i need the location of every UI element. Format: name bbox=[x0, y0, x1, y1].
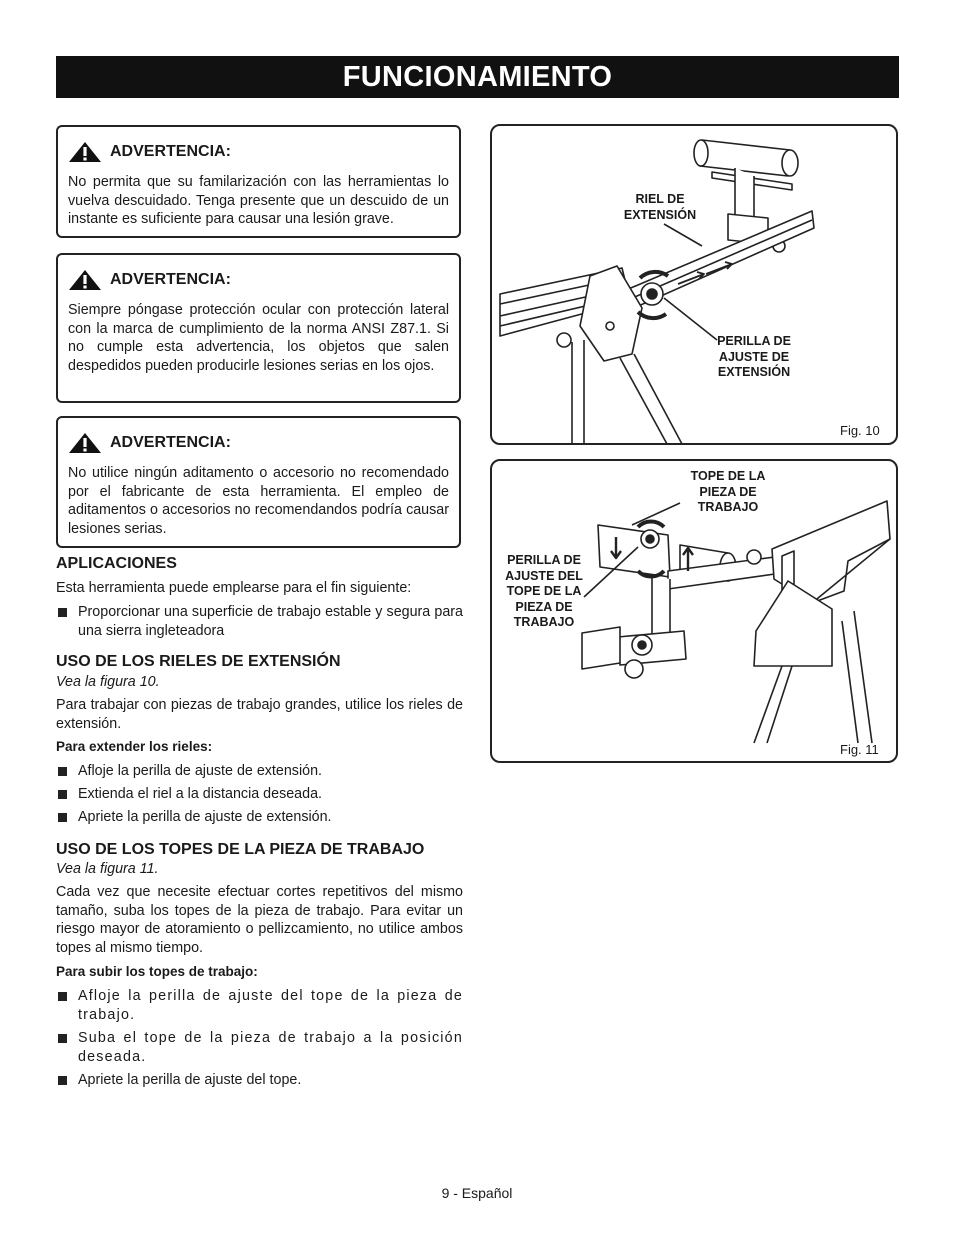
warning-title: ADVERTENCIA: bbox=[110, 271, 231, 288]
bullet-square-icon bbox=[58, 813, 67, 822]
warning-box-3 bbox=[56, 416, 461, 548]
figure-11 bbox=[490, 459, 898, 763]
bullet-square-icon bbox=[58, 608, 67, 617]
warning-triangle-icon bbox=[68, 432, 102, 454]
callout-tope-pieza: TOPE DE LA PIEZA DE TRABAJO bbox=[690, 469, 766, 514]
aplicaciones-intro: Esta herramienta puede emplearse para el fin siguiente: bbox=[56, 580, 412, 596]
page-title: FUNCIONAMIENTO bbox=[56, 56, 899, 98]
warning-triangle-icon bbox=[68, 141, 102, 163]
figure-10 bbox=[490, 124, 898, 445]
list-item: Afloje la perilla de ajuste de extensión. bbox=[56, 762, 463, 781]
section-heading-rieles: USO DE LOS RIELES DE EXTENSIÓN bbox=[56, 653, 341, 670]
rieles-subheading: Para extender los rieles: bbox=[56, 739, 213, 754]
bullet-square-icon bbox=[58, 1034, 67, 1043]
extension-rail-illustration bbox=[492, 126, 898, 445]
figure-reference: Vea la figura 10. bbox=[56, 674, 160, 690]
topes-subheading: Para subir los topes de trabajo: bbox=[56, 964, 258, 979]
warning-title: ADVERTENCIA: bbox=[110, 434, 231, 451]
warning-title: ADVERTENCIA: bbox=[110, 143, 231, 160]
list-item: Proporcionar una superficie de trabajo estable y segura para una sierra ingleteadora bbox=[56, 603, 463, 640]
figure-label: Fig. 11 bbox=[840, 742, 879, 757]
warning-triangle-icon bbox=[68, 269, 102, 291]
warning-text: Siempre póngase protección ocular con protección lateral con la marca de cumplimiento de la norma ANSI Z87.1. Si no cumple esta advertencia, los objetos que salen despedidos pueden producirle lesiones serias en los ojos. bbox=[68, 302, 449, 374]
warning-text: No utilice ningún aditamento o accesorio no recomendado por el fabricante de esta herramienta. El empleo de aditamentos o accesorios no recomendandos podría causar lesiones serias. bbox=[68, 465, 449, 537]
section-heading-topes: USO DE LOS TOPES DE LA PIEZA DE TRABAJO bbox=[56, 841, 425, 858]
list-item: Suba el tope de la pieza de trabajo a la posición deseada. bbox=[56, 1029, 463, 1066]
bullet-square-icon bbox=[58, 992, 67, 1001]
warning-box-1 bbox=[56, 125, 461, 238]
figure-label: Fig. 10 bbox=[840, 423, 880, 438]
section-heading-aplicaciones: APLICACIONES bbox=[56, 555, 177, 572]
warning-box-2 bbox=[56, 253, 461, 403]
list-item: Extienda el riel a la distancia deseada. bbox=[56, 785, 463, 804]
page-footer: 9 - Español bbox=[441, 1185, 513, 1201]
list-item: Afloje la perilla de ajuste del tope de la pieza de trabajo. bbox=[56, 987, 463, 1024]
rieles-text: Para trabajar con piezas de trabajo grandes, utilice los rieles de extensión. bbox=[56, 697, 463, 732]
bullet-square-icon bbox=[58, 790, 67, 799]
bullet-square-icon bbox=[58, 767, 67, 776]
callout-riel-extension: RIEL DE EXTENSIÓN bbox=[623, 192, 697, 222]
bullet-square-icon bbox=[58, 1076, 67, 1085]
figure-reference: Vea la figura 11. bbox=[56, 861, 159, 877]
callout-perilla-extension: PERILLA DE AJUSTE DE EXTENSIÓN bbox=[717, 334, 791, 379]
topes-text: Cada vez que necesite efectuar cortes repetitivos del mismo tamaño, suba los topes de la pieza de trabajo. Para evitar un riesgo mayor de atoramiento o pellizcamiento, no utilice ambos topes al mismo tiempo. bbox=[56, 884, 463, 956]
list-item: Apriete la perilla de ajuste del tope. bbox=[56, 1071, 463, 1090]
warning-text: No permita que su familarización con las herramientas lo vuelva descuidado. Tenga presente que un descuido de un instante es suficiente para causar una lesión grave. bbox=[68, 174, 449, 228]
list-item: Apriete la perilla de ajuste de extensión. bbox=[56, 808, 463, 827]
callout-perilla-tope: PERILLA DE AJUSTE DEL TOPE DE LA PIEZA DE TRABAJO bbox=[505, 553, 583, 629]
